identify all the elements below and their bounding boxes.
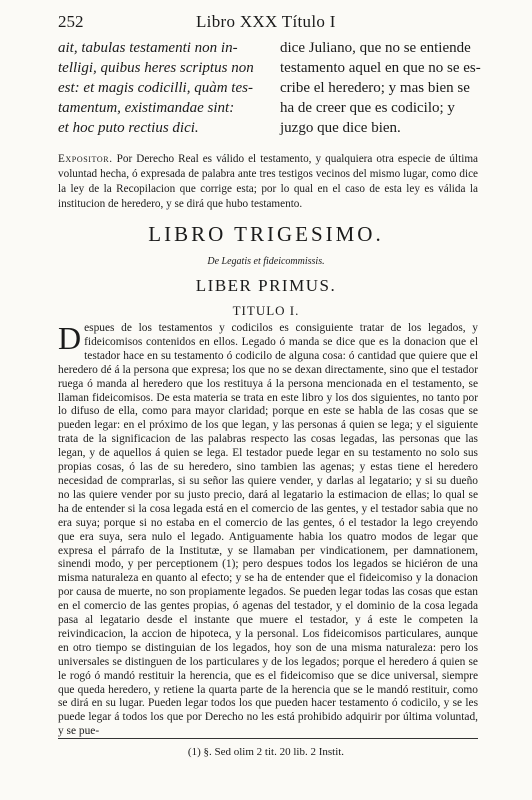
bilingual-columns (58, 38, 481, 158)
spanish-column (280, 38, 480, 138)
page-header (0, 10, 532, 40)
spanish-line: ha de creer que es codicilo; y (280, 100, 455, 116)
latin-column (58, 38, 268, 138)
spanish-line: cribe el heredero; y mas bien se (280, 80, 470, 96)
spanish-line: dice Juliano, que no se entiende (280, 40, 471, 56)
latin-line: et hoc puto rectius dici. (58, 120, 199, 136)
expositor-note (58, 152, 478, 212)
book-title: LIBRO TRIGESIMO. (148, 222, 384, 246)
drop-cap: D (58, 320, 82, 356)
footnote-divider (58, 738, 478, 739)
expositor-lead: Expositor. (58, 153, 113, 165)
main-paragraph: espues de los testamentos y codicilos es consiguiente tratar de los legados, y fideicomisos contenidos en ellos. Legado ó manda se dice que es la donacion que el testador hace en su testamento ó codicilo de alguna cosa: ó cantidad que quiere que el heredero dé á la persona que expresa; los que no se dexan directamente, sino que el testador ruega ó manda al heredero que los restituya á la persona mencionada en el testamento, se llaman fideicomisos. De esta materia se trata en este libro y los dos siguientes, no tanto por lo difuso de ella, como para mayor claridad; porque en este se habla de las cosas que se pueden legar: en el próximo de los que legan, y las personas á quien se lega; y el siguiente trata de la significacion de las palabras respecto las cosas legadas, las personas que las legan, y de aquellos á quien se lega. El testador puede legar en su testamento no solo sus propias cosas, ó las de su heredero, sino tambien las agenas; y estas tiene el heredero necesidad de comprarlas, si su señor las quiere vender, y darlas al legatario; y si su dueño no las quiere vender por su justo precio, dará al legatario la estimacion de ellas; lo qual se ha de entender si la cosa legada está en el comercio de las gentes, y el testador sabia que no era suya; porque si no estaba en el comercio de las gentes, ó el testador la lego creyendo que era suya, sera nulo el legado. Antiguamente habia los quatro modos de legar que expresa el párrafo de la Institutæ, y se llamaban per vindicationem, per damnationem, sinendi modo, y per perceptionem (1); pero despues todos los legados se hiciéron de una misma naturaleza en quanto al efecto; y se ha de entender que el fideicomiso y la donacion por causa de muerte, no son propiamente legados. Se pueden legar todas las cosas que estan en el comercio de las gentes propias, ó agenas del testador, y el dominio de la cosa legada pasa al legatario desde el instante que muere el testador, y á este le competen la reivindicacion, la accion de hipoteca, y la personal. Los fideicomisos particulares, aunque en otro tiempo se distinguian de los legados, hoy son de una misma naturaleza: pero los universales se distinguen de los particulares y de los legados; porque el heredero á quien se le rogó ó mandó restituir la herencia, que es el fideicomiso que se dice universal, siempre que queda heredero, y retiene la quarta parte de la herencia que se le mandó restituir, como se dirá en su lugar. Pueden legar todos los que pueden hacer testamento ó codicilo, y se les puede legar á todos los que por Derecho no les está prohibido adquirir por última voluntad, y se pue- (58, 322, 478, 738)
titulo-heading: TITULO I. (232, 303, 300, 318)
latin-line: ait, tabulas testamenti non in- (58, 40, 238, 56)
latin-line: tamentum, existimandae sint: (58, 100, 235, 116)
page-number: 252 (58, 12, 84, 31)
latin-line: est: et magis codicilli, quàm tes- (58, 80, 253, 96)
latin-line: telligi, quibus heres scriptus non (58, 60, 254, 76)
running-title: Libro XXX Título I (196, 12, 336, 31)
expositor-text: Por Derecho Real es válido el testamento, y qualquiera otra especie de última voluntad hecha, ó expresada de palabra ante tres testigos vecinos del mismo lugar, como dice la ley de la Recopilacion que corrige esta; por lo qual en el caso de esta ley es válida la institucion de heredero, y se dirá que hubo testamento. (58, 153, 478, 210)
liber-heading: LIBER PRIMUS. (195, 276, 337, 295)
main-text (58, 322, 478, 739)
book-subtitle: De Legatis et fideicommissis. (207, 256, 325, 267)
spanish-line: testamento aquel en que no se es- (280, 60, 481, 76)
spanish-line: juzgo que dice bien. (280, 120, 401, 136)
footnote: (1) §. Sed olim 2 tit. 20 lib. 2 Instit. (187, 746, 345, 758)
